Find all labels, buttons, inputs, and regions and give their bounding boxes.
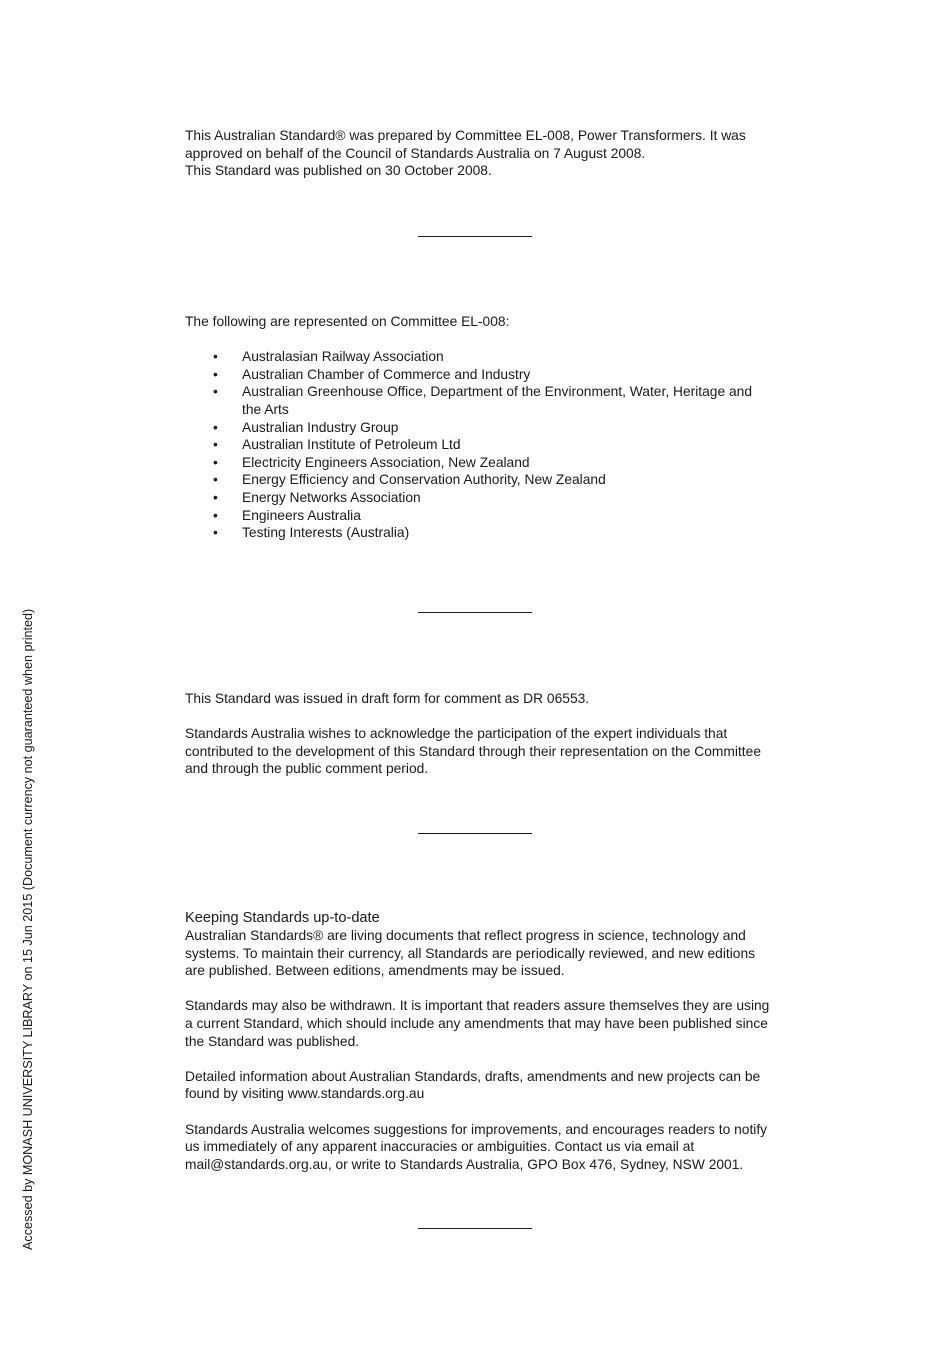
section-heading: Keeping Standards up-to-date xyxy=(185,910,380,926)
living-documents-paragraph: Australian Standards® are living documents that reflect progress in science, technology and systems. To maintain their currency, all Standards are periodically reviewed, and new editions are published. Between editions, amendments may be issued. xyxy=(185,928,756,979)
committee-intro: The following are represented on Committee EL-008: xyxy=(185,314,510,329)
access-watermark: Accessed by MONASH UNIVERSITY LIBRARY on 15 Jun 2015 (Document currency not guaranteed when printed) xyxy=(21,608,35,1250)
list-item xyxy=(185,524,762,542)
member-name: Energy Efficiency and Conservation Authority, New Zealand xyxy=(242,472,606,488)
bullet-icon: • xyxy=(213,349,218,365)
bullet-icon: • xyxy=(213,454,218,470)
contact-paragraph: Standards Australia welcomes suggestions for improvements, and encourages readers to notify us immediately of any apparent inaccuracies or ambiguities. Contact us via email at mail@standards.org.au, or write to Standards Australia, GPO Box 476, Sydney, NSW 2001. xyxy=(185,1121,768,1172)
bullet-icon: • xyxy=(213,525,218,541)
member-name: Australasian Railway Association xyxy=(242,349,444,365)
member-name: Testing Interests (Australia) xyxy=(242,525,410,541)
member-name: Electricity Engineers Association, New Zealand xyxy=(242,454,530,470)
bullet-icon: • xyxy=(213,384,218,400)
published-statement: This Standard was published on 30 October 2008. xyxy=(185,163,492,179)
list-item xyxy=(185,454,762,472)
member-name: Australian Chamber of Commerce and Industry xyxy=(242,366,531,382)
member-name: Australian Institute of Petroleum Ltd xyxy=(242,437,461,453)
withdrawn-paragraph: Standards may also be withdrawn. It is important that readers assure themselves they are using a current Standard, which should include any amendments that may have been published since the Standard was published. xyxy=(185,998,770,1049)
website-paragraph: Detailed information about Australian Standards, drafts, amendments and new projects can be found by visiting www.standards.org.au xyxy=(185,1068,761,1102)
list-item xyxy=(185,489,762,507)
list-item xyxy=(185,436,762,454)
committee-section xyxy=(185,313,775,542)
section-divider xyxy=(418,833,532,834)
draft-issued-statement: This Standard was issued in draft form for comment as DR 06553. xyxy=(185,691,590,706)
bullet-icon: • xyxy=(213,507,218,523)
member-name: Energy Networks Association xyxy=(242,489,421,505)
draft-section xyxy=(185,690,775,778)
list-item xyxy=(185,383,762,418)
bullet-icon: • xyxy=(213,437,218,453)
bullet-icon: • xyxy=(213,489,218,505)
member-name: Australian Greenhouse Office, Department of the Environment, Water, Heritage and the Arts xyxy=(242,384,752,417)
bullet-icon: • xyxy=(213,472,218,488)
prepared-statement: This Australian Standard® was prepared by Committee EL-008, Power Transformers. It was approved on behalf of the Council of Standards Australia on 7 August 2008. xyxy=(185,128,746,161)
list-item xyxy=(185,507,762,525)
member-name: Australian Industry Group xyxy=(242,419,399,435)
section-divider xyxy=(418,236,532,237)
keeping-up-to-date-section xyxy=(185,909,775,1173)
list-item xyxy=(185,419,762,437)
prepared-by-section xyxy=(185,127,775,180)
member-name: Engineers Australia xyxy=(242,507,361,523)
bullet-icon: • xyxy=(213,366,218,382)
section-divider xyxy=(418,612,532,613)
list-item xyxy=(185,471,762,489)
bullet-icon: • xyxy=(213,419,218,435)
committee-member-list xyxy=(185,348,775,542)
acknowledgement-statement: Standards Australia wishes to acknowledge the participation of the expert individuals that contributed to the development of this Standard through their representation on the Committee and through the public comment period. xyxy=(185,726,761,777)
list-item xyxy=(185,348,762,366)
list-item xyxy=(185,366,762,384)
section-divider xyxy=(418,1228,532,1229)
